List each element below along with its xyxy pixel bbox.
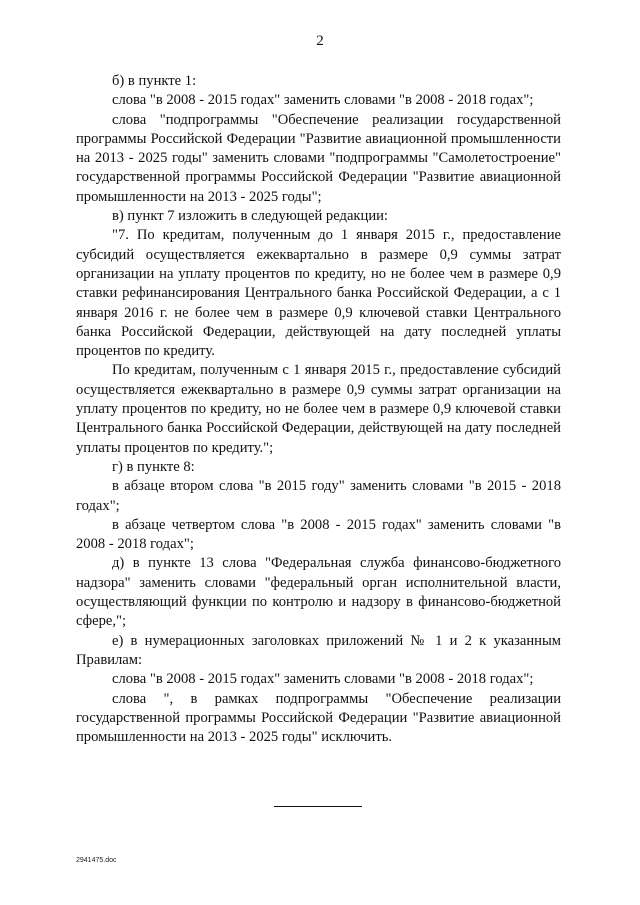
paragraph-exclude-words: слова ", в рамках подпрограммы "Обеспечение реализации государственной программы Российской Федерации "Развитие авиационной промышленности на 2013 - 2025 годы" исключить. — [76, 690, 561, 746]
paragraph-appendix-years: слова "в 2008 - 2015 годах" заменить словами "в 2008 - 2018 годах"; — [112, 671, 534, 688]
paragraph-item-7-text: "7. По кредитам, полученным до 1 января 2015 г., предоставление субсидий осуществляется ежеквартально в размере 0,9 суммы затрат организации на уплату процентов по кредиту, но не более чем в размере 0,9 ставки рефинансирования Центрального банка Российской Федерации, а с 1 января 2016 г. не более чем в размере 0,9 ключевой ставки Центрального банка Российской Федерации, действующей на дату последней уплаты процентов по кредиту. — [76, 227, 561, 360]
paragraph-g-item-8: г) в пункте 8: — [112, 458, 195, 475]
footer-file-code: 2941475.doc — [76, 857, 117, 864]
page-number: 2 — [316, 33, 324, 49]
paragraph-b-item-1: б) в пункте 1: — [112, 73, 197, 89]
paragraph-d-item-13: д) в пункте 13 слова "Федеральная служба финансово-бюджетного надзора" заменить словами "федеральный орган исполнительной власти, осуществляющий функции по контролю и надзору в финансово-бюджетной сфере,"; — [76, 555, 561, 630]
paragraph-replace-subprogram: слова "подпрограммы "Обеспечение реализации государственной программы Российской Федерации "Развитие авиационной промышленности на 2013 - 2025 годы" заменить словами "подпрограммы "Самолетостроение" государственной программы Российской Федерации "Развитие авиационной промышленности на 2013 - 2025 годы"; — [76, 111, 561, 205]
document-body — [76, 72, 561, 747]
paragraph-fourth-abzac: в абзаце четвертом слова "в 2008 - 2015 годах" заменить словами "в 2008 - 2018 годах"; — [76, 516, 561, 553]
paragraph-e-appendix-headings: е) в нумерационных заголовках приложений № 1 и 2 к указанным Правилам: — [76, 632, 561, 668]
paragraph-v-item-7: в) пункт 7 изложить в следующей редакции: — [112, 208, 388, 225]
paragraph-second-abzac: в абзаце втором слова "в 2015 году" заменить словами "в 2015 - 2018 годах"; — [76, 478, 561, 514]
paragraph-credits-after-2015: По кредитам, полученным с 1 января 2015 г., предоставление субсидий осуществляется ежеквартально в размере 0,9 суммы затрат организации на уплату процентов по кредиту, но не более чем в размере 0,9 ключевой ставки Центрального банка Российской Федерации, действующей на дату последней уплаты процентов по кредиту."; — [76, 362, 561, 456]
end-divider — [274, 806, 362, 807]
paragraph-replace-years: слова "в 2008 - 2015 годах" заменить словами "в 2008 - 2018 годах"; — [112, 92, 534, 109]
